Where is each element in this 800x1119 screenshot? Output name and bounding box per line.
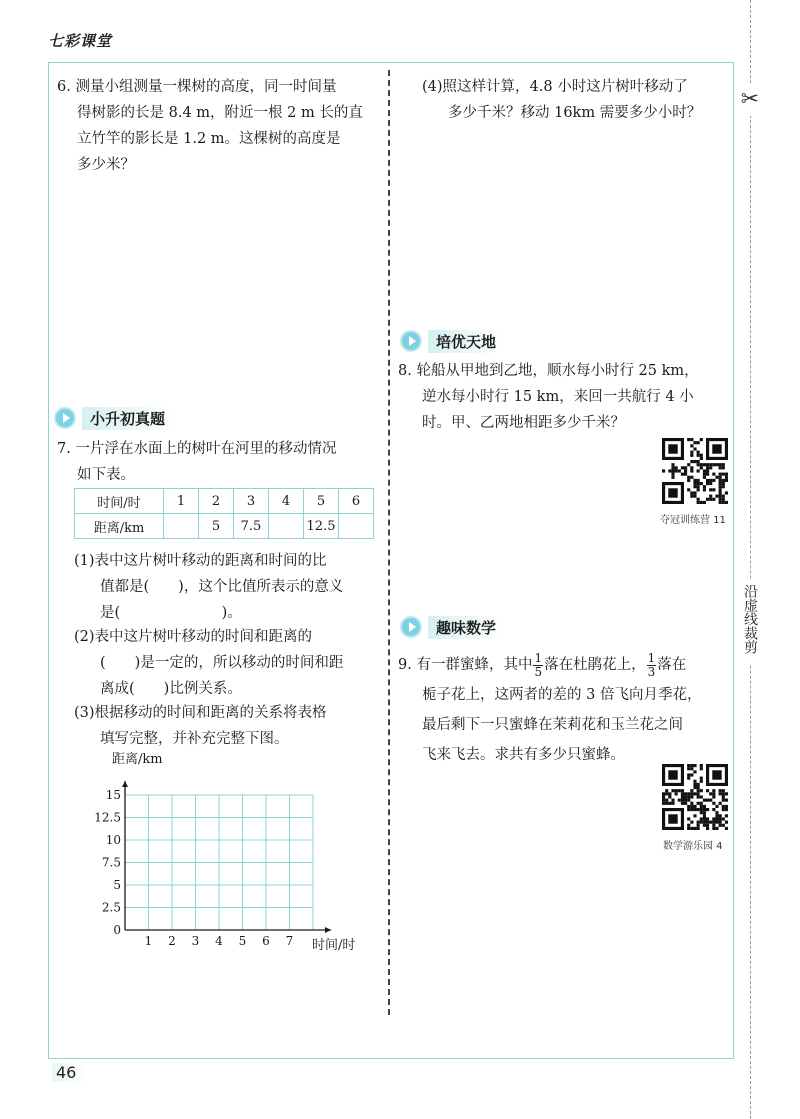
q9-first-line <box>398 650 733 680</box>
section-header-advanced <box>400 328 504 354</box>
section-title: 趣味数学 <box>428 616 504 639</box>
x-tick-label: 5 <box>238 934 247 948</box>
table-cell: 3 <box>234 489 269 514</box>
y-tick-label: 15 <box>105 788 121 802</box>
fraction-numerator: 1 <box>647 650 656 665</box>
q9-line: 飞来飞去。求共有多少只蜜蜂。 <box>422 747 625 763</box>
column-divider <box>388 70 390 1015</box>
question-7 <box>57 436 387 488</box>
y-tick-label: 2.5 <box>101 900 121 915</box>
q9-line: 最后剩下一只蜜蜂在茉莉花和玉兰花之间 <box>422 717 683 733</box>
cut-label <box>738 580 762 665</box>
cut-line <box>750 0 751 1119</box>
fraction-numerator: 1 <box>534 650 543 665</box>
q7-sub4-line: (4)照这样计算，4.8 小时这片树叶移动了 <box>422 79 688 95</box>
x-tick-label: 2 <box>168 934 176 948</box>
fraction-one-third <box>647 652 657 679</box>
q8-line: 8. 轮船从甲地到乙地，顺水每小时行 25 km， <box>398 363 699 379</box>
q7-sub3-line: (3)根据移动的时间和距离的关系将表格 <box>74 705 327 721</box>
table-cell: 4 <box>269 489 304 514</box>
section-header-exam <box>54 405 173 431</box>
play-icon <box>400 616 422 638</box>
table-cell: 7.5 <box>234 514 269 539</box>
x-tick-label: 3 <box>191 934 200 948</box>
q8-line: 时。甲、乙两地相距多少千米？ <box>422 415 625 431</box>
q7-sub2-line: ( )是一定的，所以移动的时间和距 <box>100 655 344 671</box>
x-tick-label: 1 <box>144 934 153 948</box>
y-tick-label: 10 <box>105 833 121 847</box>
section-title: 小升初真题 <box>82 407 173 430</box>
fraction-one-fifth <box>533 652 543 679</box>
chart-x-axis-label: 时间/时 <box>312 938 356 953</box>
y-tick-label: 0 <box>113 923 121 937</box>
q7-sub4-line: 多少千米？移动 16km 需要多少小时？ <box>448 105 702 121</box>
section-title: 培优天地 <box>428 330 504 353</box>
y-axis-arrow <box>122 781 128 787</box>
qr-caption: 夺冠训练营 11 <box>660 515 726 526</box>
q7-sub2 <box>74 624 386 702</box>
qr-code-icon[interactable] <box>662 438 728 504</box>
distance-time-grid-chart <box>94 770 315 955</box>
q7-sub1-line: 是( )。 <box>100 605 242 621</box>
qr-caption: 数学游乐园 4 <box>663 841 723 852</box>
q6-line: 立竹竿的影长是 1.2 m。这棵树的高度是 <box>77 131 341 147</box>
table-cell: 5 <box>304 489 339 514</box>
q7-sub3-line: 填写完整，并补充完整下图。 <box>100 731 289 747</box>
brand-logo: 七彩课堂 <box>48 32 113 50</box>
table-cell: 1 <box>164 489 199 514</box>
q7-sub3 <box>74 700 386 752</box>
q6-line: 得树影的长是 8.4 m，附近一根 2 m 长的直 <box>77 105 363 121</box>
q9-text: 落在 <box>657 657 687 673</box>
play-icon <box>400 330 422 352</box>
question-9 <box>398 650 733 770</box>
table-row <box>75 514 374 539</box>
qr-code-icon[interactable] <box>662 764 728 830</box>
question-6 <box>57 74 387 178</box>
section-header-fun-math <box>400 614 504 640</box>
scissors-icon: ✂ <box>737 84 763 116</box>
table-cell-blank[interactable] <box>164 514 199 539</box>
q7-sub1 <box>74 548 386 626</box>
table-cell: 5 <box>199 514 234 539</box>
q9-line: 栀子花上，这两者的差的 3 倍飞向月季花， <box>422 687 702 703</box>
q9-text: 落在杜鹃花上， <box>544 657 646 673</box>
q7-line: 如下表。 <box>77 467 135 483</box>
play-icon <box>54 407 76 429</box>
time-distance-table <box>74 488 374 539</box>
table-row <box>75 489 374 514</box>
q7-sub1-line: (1)表中这片树叶移动的距离和时间的比 <box>74 553 327 569</box>
q6-line: 多少米？ <box>77 157 135 173</box>
question-8 <box>398 358 733 436</box>
table-cell: 12.5 <box>304 514 339 539</box>
q7-sub2-line: 离成( )比例关系。 <box>100 681 242 697</box>
page-number: 46 <box>52 1063 88 1082</box>
q8-line: 逆水每小时行 15 km，来回一共航行 4 小 <box>422 389 694 405</box>
q6-line: 6. 测量小组测量一棵树的高度，同一时间量 <box>57 79 337 95</box>
fraction-denominator: 3 <box>647 664 656 679</box>
table-cell-blank[interactable] <box>269 514 304 539</box>
table-cell-blank[interactable] <box>339 514 374 539</box>
x-tick-label: 4 <box>215 934 223 948</box>
table-cell: 6 <box>339 489 374 514</box>
q7-sub4 <box>398 74 733 126</box>
table-header-distance: 距离/km <box>75 514 164 539</box>
table-header-time: 时间/时 <box>75 489 164 514</box>
y-tick-label: 7.5 <box>101 855 121 870</box>
q9-text: 9. 有一群蜜蜂，其中 <box>398 657 533 673</box>
cut-label-text: 沿虚线裁剪 <box>742 584 758 654</box>
x-tick-label: 7 <box>285 934 294 948</box>
table-cell: 2 <box>199 489 234 514</box>
y-tick-label: 5 <box>113 878 121 892</box>
y-tick-label: 12.5 <box>94 810 121 825</box>
x-tick-label: 6 <box>262 934 270 948</box>
q7-sub1-line: 值都是( )，这个比值所表示的意义 <box>100 579 344 595</box>
q7-sub2-line: (2)表中这片树叶移动的时间和距离的 <box>74 629 313 645</box>
chart-y-axis-label: 距离/km <box>112 752 163 767</box>
q7-line: 7. 一片浮在水面上的树叶在河里的移动情况 <box>57 441 337 457</box>
fraction-denominator: 5 <box>534 664 543 679</box>
